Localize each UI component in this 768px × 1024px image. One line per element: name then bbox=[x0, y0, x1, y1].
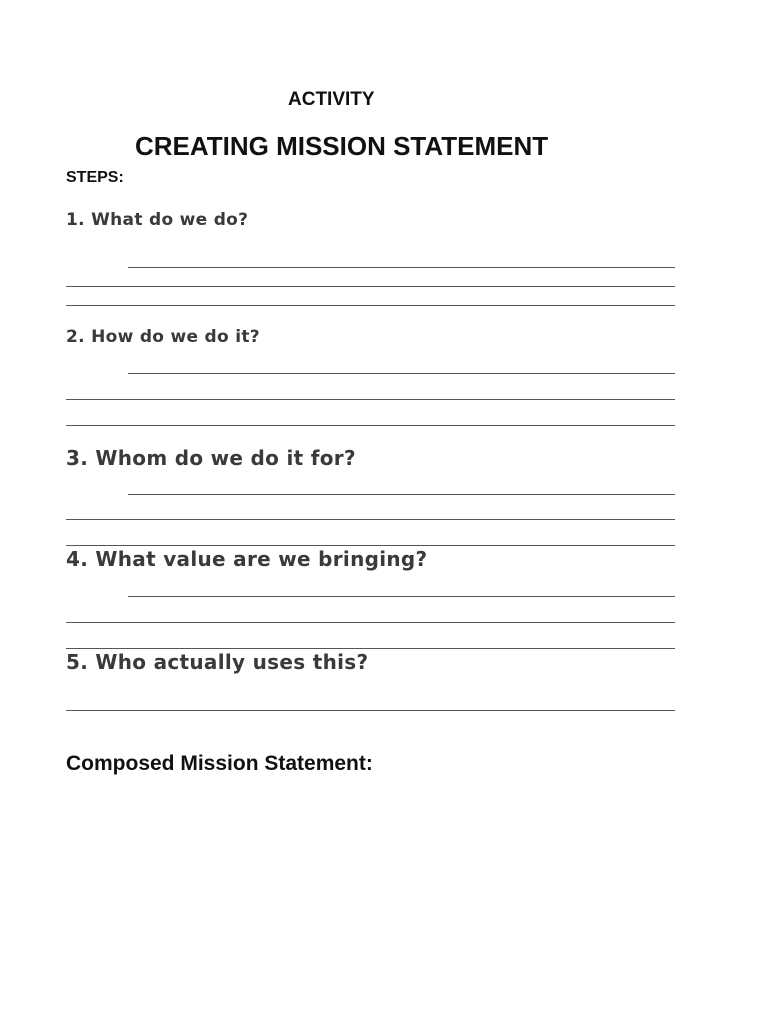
answer-line-4c[interactable] bbox=[66, 648, 675, 649]
answer-line-4b[interactable] bbox=[66, 622, 675, 623]
steps-label: STEPS: bbox=[66, 169, 124, 186]
answer-line-5a[interactable] bbox=[66, 710, 675, 711]
activity-title: ACTIVITY bbox=[288, 89, 375, 110]
question-5: 5. Who actually uses this? bbox=[66, 650, 369, 674]
question-4: 4. What value are we bringing? bbox=[66, 547, 428, 571]
answer-line-4a[interactable] bbox=[128, 596, 675, 597]
question-3: 3. Whom do we do it for? bbox=[66, 446, 356, 470]
question-1: 1. What do we do? bbox=[66, 210, 249, 230]
question-2: 2. How do we do it? bbox=[66, 327, 260, 347]
worksheet-title: CREATING MISSION STATEMENT bbox=[135, 131, 549, 161]
answer-line-3b[interactable] bbox=[66, 519, 675, 520]
answer-line-1b[interactable] bbox=[66, 286, 675, 287]
composed-statement-label: Composed Mission Statement: bbox=[66, 752, 373, 775]
answer-line-1c[interactable] bbox=[66, 305, 675, 306]
answer-line-1a[interactable] bbox=[128, 267, 675, 268]
answer-line-2c[interactable] bbox=[66, 425, 675, 426]
answer-line-2a[interactable] bbox=[128, 373, 675, 374]
answer-line-3c[interactable] bbox=[66, 545, 675, 546]
answer-line-2b[interactable] bbox=[66, 399, 675, 400]
answer-line-3a[interactable] bbox=[128, 494, 675, 495]
